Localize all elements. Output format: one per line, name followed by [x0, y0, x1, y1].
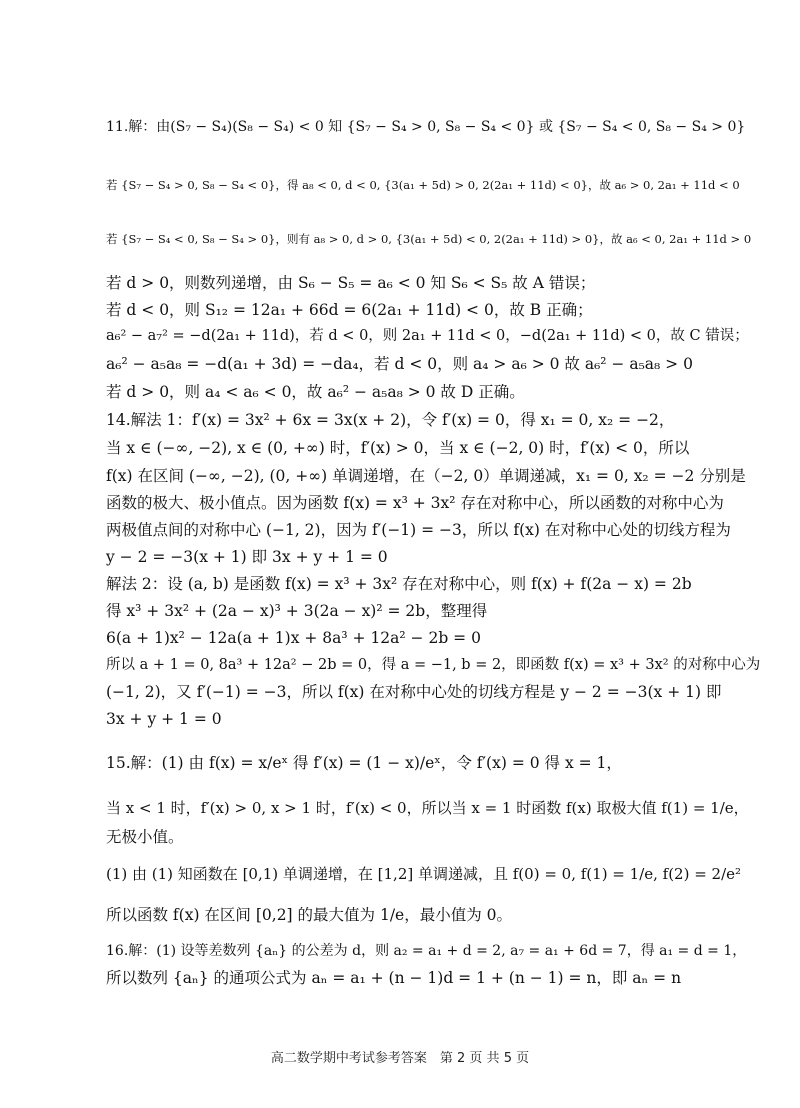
line-q16-2: 所以数列 {aₙ} 的通项公式为 aₙ = a₁ + (n − 1)d = 1 + (n − 1) = n，即 aₙ = n — [106, 969, 682, 987]
line-q11-option-c: a₆² − a₇² = −d(2a₁ + 11d)，若 d < 0，则 2a₁ + 11d < 0，−d(2a₁ + 11d) < 0，故 C 错误； — [106, 328, 749, 344]
line-q15-5: 所以函数 f(x) 在区间 [0,2] 的最大值为 1/e，最小值为 0。 — [106, 906, 512, 924]
line-q11-case1: 若 {S₇ − S₄ > 0, S₈ − S₄ < 0}，得 a₈ < 0, d < 0, {3(a₁ + 5d) > 0, 2(2a₁ + 11d) < 0}，故 a₆ > 0, 2a₁ + 11d < 0 — [106, 178, 740, 192]
line-q14-method1-5: 两极值点间的对称中心 (−1, 2)，因为 f′(−1) = −3，所以 f(x) 在对称中心处的切线方程为 — [106, 521, 731, 539]
line-q14-method1-1: 14.解法 1：f′(x) = 3x² + 6x = 3x(x + 2)，令 f′(x) = 0，得 x₁ = 0, x₂ = −2， — [106, 411, 675, 429]
line-q14-method2-2: 得 x³ + 3x² + (2a − x)³ + 3(2a − x)² = 2b，整理得 — [106, 602, 488, 620]
line-q15-4: (1) 由 (1) 知函数在 [0,1) 单调递增，在 [1,2] 单调递减，且 f(0) = 0, f(1) = 1/e, f(2) = 2/e² — [106, 865, 742, 883]
line-q14-method2-6: 3x + y + 1 = 0 — [106, 710, 222, 728]
line-q11-intro: 11.解：由(S₇ − S₄)(S₈ − S₄) < 0 知 {S₇ − S₄ > 0, S₈ − S₄ < 0} 或 {S₇ − S₄ < 0, S₈ − S₄ > 0} — [106, 119, 746, 135]
line-q15-3: 无极小值。 — [106, 828, 184, 846]
line-q11-case2: 若 {S₇ − S₄ < 0, S₈ − S₄ > 0}，则有 a₈ > 0, d > 0, {3(a₁ + 5d) < 0, 2(2a₁ + 11d) > 0}，故 a₆ < 0, 2a₁ + 11d > 0 — [106, 232, 752, 246]
line-q11-option-d-2: 若 d > 0，则 a₄ < a₆ < 0，故 a₆² − a₅a₈ > 0 故 D 正确。 — [106, 383, 525, 401]
line-q14-method1-2: 当 x ∈ (−∞, −2), x ∈ (0, +∞) 时，f′(x) > 0，当 x ∈ (−2, 0) 时，f′(x) < 0，所以 — [106, 439, 690, 457]
line-q14-method1-4: 函数的极大、极小值点。因为函数 f(x) = x³ + 3x² 存在对称中心，所以函数的对称中心为 — [106, 494, 724, 512]
line-q16-1: 16.解：(1) 设等差数列 {aₙ} 的公差为 d，则 a₂ = a₁ + d = 2, a₇ = a₁ + 6d = 7，得 a₁ = d = 1， — [106, 943, 747, 959]
line-q11-option-a: 若 d > 0，则数列递增，由 S₆ − S₅ = a₆ < 0 知 S₆ < S₅ 故 A 错误； — [106, 274, 596, 292]
line-q14-method2-5: (−1, 2)，又 f′(−1) = −3，所以 f(x) 在对称中心处的切线方程是 y − 2 = −3(x + 1) 即 — [106, 683, 722, 701]
line-q15-1: 15.解：(1) 由 f(x) = x/eˣ 得 f′(x) = (1 − x)/eˣ，令 f′(x) = 0 得 x = 1， — [106, 754, 622, 772]
line-q14-method2-3: 6(a + 1)x² − 12a(a + 1)x + 8a³ + 12a² − 2b = 0 — [106, 629, 481, 647]
line-q14-method2-1: 解法 2：设 (a, b) 是函数 f(x) = x³ + 3x² 存在对称中心，则 f(x) + f(2a − x) = 2b — [106, 575, 692, 593]
line-q11-option-b: 若 d < 0，则 S₁₂ = 12a₁ + 66d = 6(2a₁ + 11d) < 0，故 B 正确； — [106, 301, 593, 319]
page-footer: 高二数学期中考试参考答案 第 2 页 共 5 页 — [270, 1051, 530, 1066]
line-q15-2: 当 x < 1 时，f′(x) > 0, x > 1 时，f′(x) < 0，所以当 x = 1 时函数 f(x) 取极大值 f(1) = 1/e， — [106, 799, 749, 817]
line-q14-method1-6: y − 2 = −3(x + 1) 即 3x + y + 1 = 0 — [106, 548, 388, 566]
line-q11-option-d-1: a₆² − a₅a₈ = −d(a₁ + 3d) = −da₄，若 d < 0，则 a₄ > a₆ > 0 故 a₆² − a₅a₈ > 0 — [106, 355, 693, 373]
line-q14-method1-3: f(x) 在区间 (−∞, −2), (0, +∞) 单调递增，在（−2, 0）单调递减，x₁ = 0, x₂ = −2 分别是 — [106, 467, 746, 485]
line-q14-method2-4: 所以 a + 1 = 0, 8a³ + 12a² − 2b = 0，得 a = −1, b = 2，即函数 f(x) = x³ + 3x² 的对称中心为 — [106, 657, 761, 673]
